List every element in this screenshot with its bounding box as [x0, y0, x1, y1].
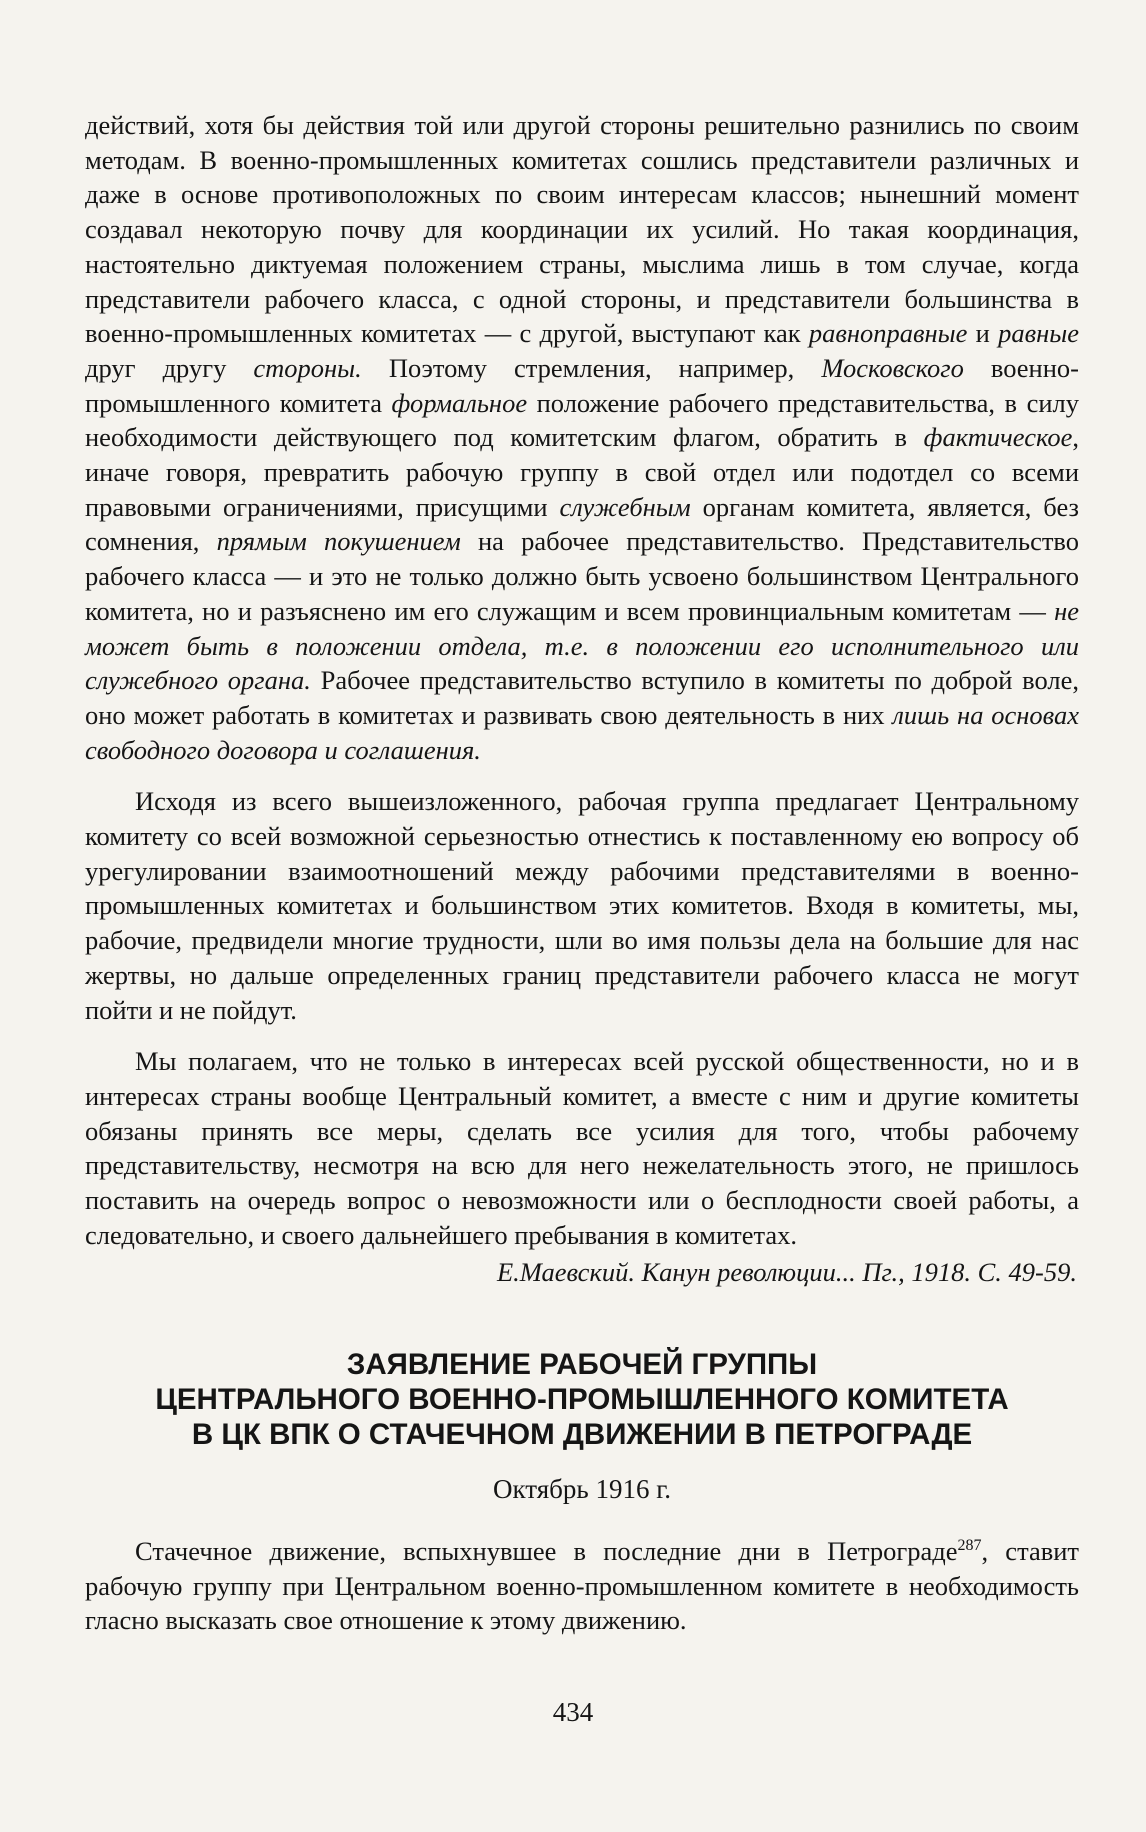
- emphasis-formalnoe: формальное: [391, 387, 528, 418]
- paragraph-2-text: Исходя из всего вышеизложенного, рабочая группа предлагает Центральному комитету со всей возможной серьезностью отнестись к поставленному ею вопросу об урегулировании взаимоотношений между рабочими представителями в военно-промышленных комитетах и большинством этих комитетов. Входя в комитеты, мы, рабочие, предвидели многие трудности, шли во имя пользы дела на большие для нас жертвы, но дальше определенных границ представители рабочего класса не могут пойти и не пойдут.: [85, 786, 1079, 1025]
- document-title-line-3: В ЦК ВПК О СТАЧЕЧНОМ ДВИЖЕНИИ В ПЕТРОГРАДЕ: [191, 1418, 973, 1452]
- paragraph-1-segment-9: военно-промышленного комитета: [85, 352, 1079, 418]
- emphasis-fakticheskoe: фактическое: [923, 422, 1073, 453]
- emphasis-ne-mozhet-byt: не может быть в положении отдела, т.е. в положении его исполнительного или служебного органа.: [85, 595, 1079, 696]
- paragraph-3-text: Мы полагаем, что не только в интересах всей русской общественности, но и в интересах страны вообще Центральный комитет, а вместе с ним и другие комитеты обязаны принять все меры, сделать все усилия для того, чтобы рабочему представительству, несмотря на всю для него нежелательность этого, не пришлось поставить на очередь вопрос о невозможности или о бесплодности своей работы, а следовательно, и своего дальнейшего пребывания в комитетах.: [85, 1046, 1079, 1250]
- paragraph-3: [85, 1044, 1079, 1252]
- document-text-column: [85, 108, 1079, 1638]
- emphasis-ravnopravnye: равноправные: [808, 318, 968, 349]
- paragraph-2: [85, 784, 1079, 1027]
- document-title: [85, 1347, 1079, 1452]
- emphasis-sluzhebnym: служебным: [559, 491, 691, 522]
- paragraph-4: [85, 1534, 1079, 1638]
- page-number: 434: [552, 1697, 594, 1727]
- paragraph-1: [85, 108, 1079, 767]
- document-title-line-1: ЗАЯВЛЕНИЕ РАБОЧЕЙ ГРУППЫ: [346, 1348, 818, 1382]
- paragraph-1-segment-3: и: [967, 318, 999, 349]
- emphasis-storony: стороны.: [253, 352, 362, 383]
- paragraph-1-segment-5: друг другу: [85, 352, 254, 383]
- source-citation: Е.Маевский. Канун революции... Пг., 1918. С. 49-59.: [497, 1256, 1077, 1287]
- paragraph-4-text-before-footnote: Стачечное движение, вспыхнувшее в последние дни в Петрограде: [135, 1535, 958, 1566]
- emphasis-lish-na-osnovah: лишь на основах свободного договора и соглашения.: [85, 699, 1079, 765]
- paragraph-1-segment-19: Рабочее представительство вступило в комитеты по доброй воле, оно может работать в комитетах и развивать свою деятельность в них: [85, 665, 1079, 730]
- paragraph-1-segment-15: органам комитета, является, без сомнения,: [85, 491, 1079, 557]
- paragraph-1-segment-11: положение рабочего представительства, в силу необходимости действующего под комитетским флагом, обратить в: [85, 387, 1079, 453]
- document-date: Октябрь 1916 г.: [493, 1473, 671, 1504]
- paragraph-1-segment-13: , иначе говоря, превратить рабочую группу в свой отдел или подотдел со всеми правовыми ограничениями, присущими: [85, 422, 1079, 522]
- paragraph-1-segment-7: Поэтому стремления, например,: [361, 352, 822, 383]
- emphasis-moskovskogo: Московского: [821, 352, 964, 383]
- paragraph-1-segment-1: действий, хотя бы действия той или другой стороны решительно разнились по своим методам. В военно-промышленных комитетах сошлись представители различных и даже в основе противоположных по своим интересам классов; нынешний момент создавал некоторую почву для координации их усилий. Но такая координация, настоятельно диктуемая положением страны, мыслима лишь в том случае, когда представители рабочего класса, с одной стороны, и представители большинства в военно-промышленных комитетах — с другой, выступают как: [85, 110, 1079, 349]
- emphasis-ravnye: равные: [998, 318, 1079, 349]
- emphasis-pryamym-pokusheniem: прямым покушением: [216, 526, 461, 557]
- paragraph-1-segment-17: на рабочее представительство. Представительство рабочего класса — и это не только должно быть усвоено большинством Центрального комитета, но и разъяснено им его служащим и всем провинциальным комитетам —: [85, 526, 1079, 626]
- footnote-reference: 287: [957, 1537, 982, 1555]
- document-title-line-2: ЦЕНТРАЛЬНОГО ВОЕННО-ПРОМЫШЛЕННОГО КОМИТЕТА: [155, 1383, 1009, 1417]
- paragraph-4-text-after-footnote: , ставит рабочую группу при Центральном военно-промышленном комитете в необходимость гласно высказать свое отношение к этому движению.: [85, 1535, 1080, 1636]
